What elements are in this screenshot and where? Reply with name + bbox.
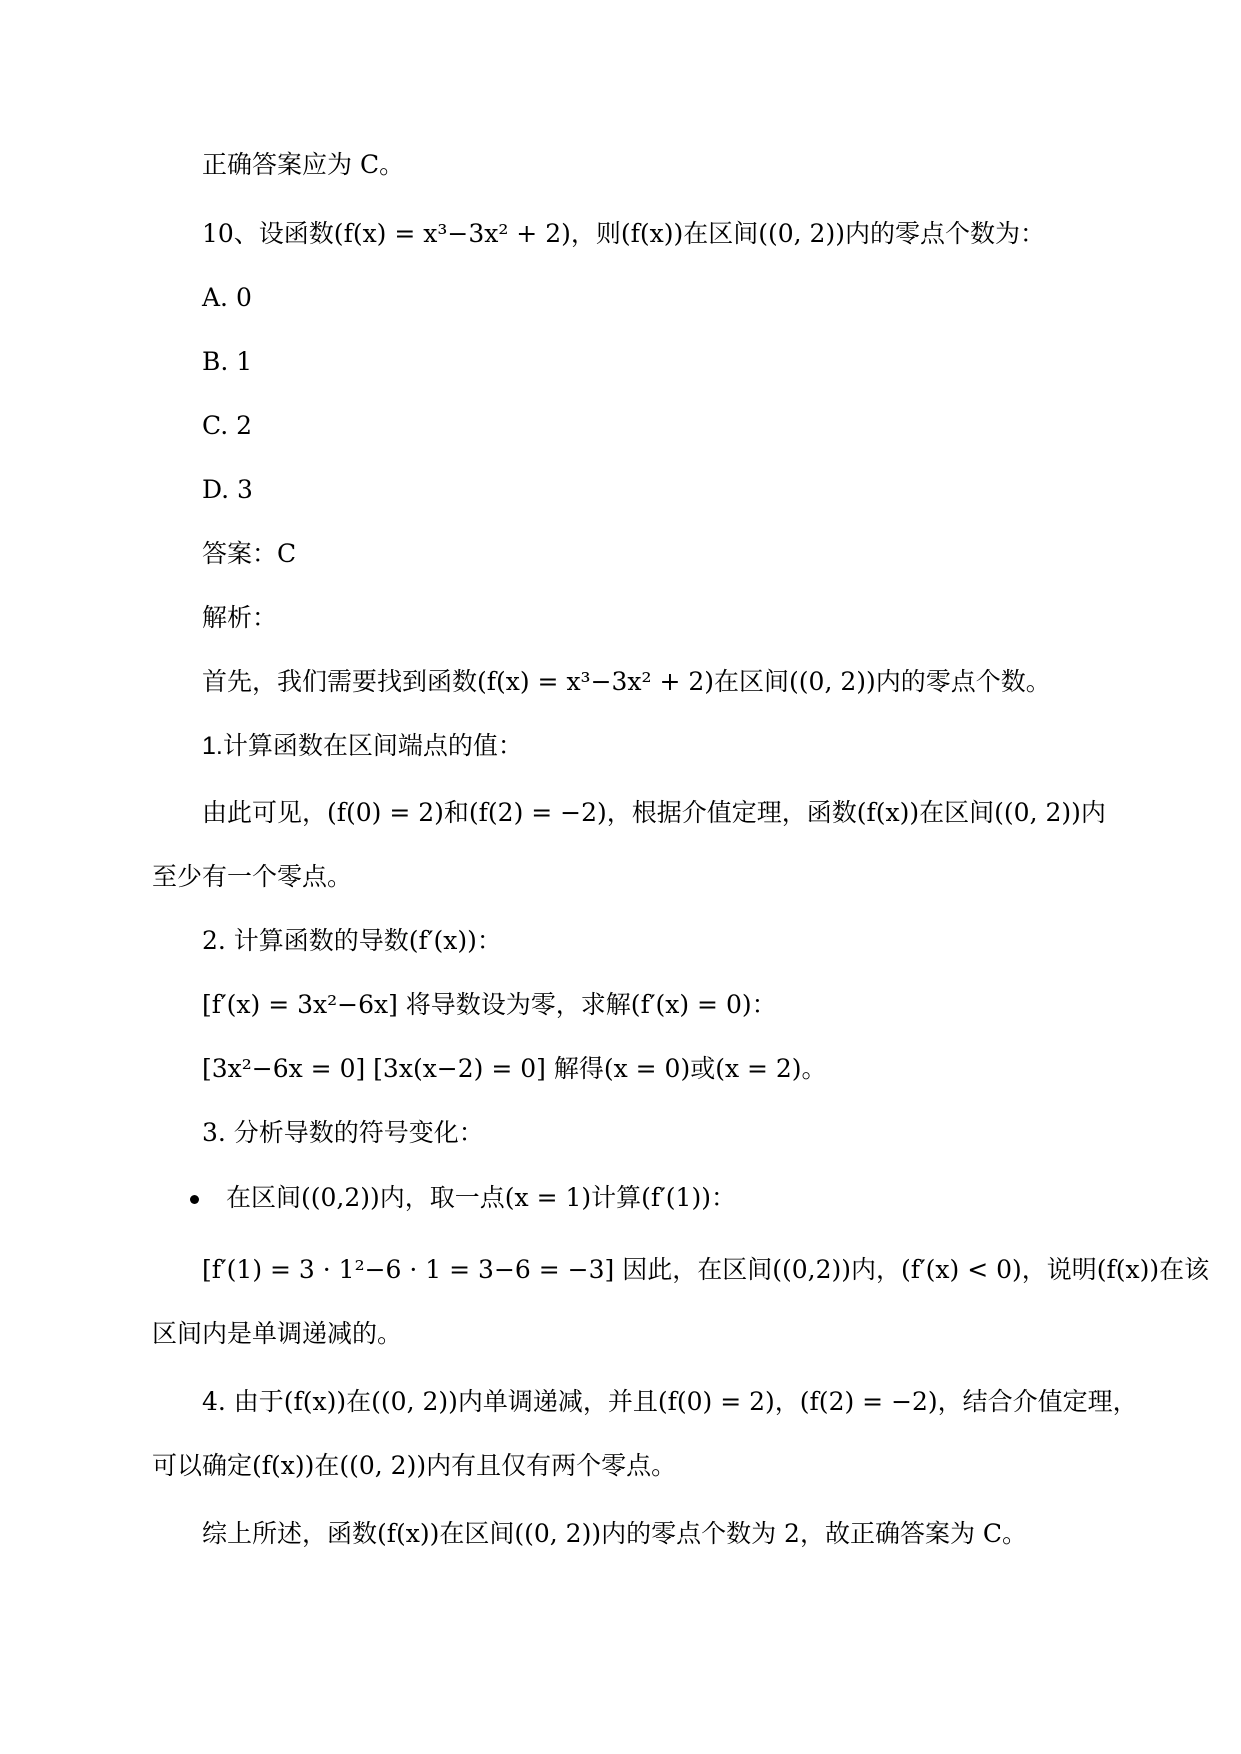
step-3-heading: 3. 分析导数的符号变化： — [202, 1118, 484, 1147]
step-3-result-cont: 区间内是单调递减的。 — [152, 1319, 403, 1348]
answer-line: 答案：C — [202, 539, 297, 568]
analysis-intro: 首先，我们需要找到函数(f(x) = x³−3x² + 2)在区间((0, 2))内的零点个数。 — [202, 667, 1051, 696]
bullet-text: 在区间((0,2))内，取一点(x = 1)计算(f′(1))： — [226, 1183, 736, 1212]
step-1-text-cont: 至少有一个零点。 — [152, 862, 353, 891]
step-1-heading: 1.计算函数在区间端点的值： — [202, 732, 523, 760]
option-a: A. 0 — [202, 283, 252, 312]
conclusion-line: 综上所述，函数(f(x))在区间((0, 2))内的零点个数为 2，故正确答案为 C。 — [202, 1519, 1028, 1548]
option-c: C. 2 — [202, 411, 253, 440]
step-3-result: [f′(1) = 3 · 1²−6 · 1 = 3−6 = −3] 因此，在区间((0,2))内，(f′(x) < 0)，说明(f(x))在该 — [202, 1255, 1210, 1284]
step-4-text: 4. 由于(f(x))在((0, 2))内单调递减，并且(f(0) = 2)，(f(2) = −2)，结合介值定理， — [202, 1387, 1138, 1416]
option-b: B. 1 — [202, 347, 253, 376]
step-1-text: 由此可见，(f(0) = 2)和(f(2) = −2)，根据介值定理，函数(f(x))在区间((0, 2))内 — [202, 798, 1106, 827]
step-2-heading: 2. 计算函数的导数(f′(x))： — [202, 926, 502, 955]
step-4-text-cont: 可以确定(f(x))在((0, 2))内有且仅有两个零点。 — [152, 1451, 677, 1480]
question-stem: 10、设函数(f(x) = x³−3x² + 2)，则(f(x))在区间((0, 2))内的零点个数为： — [202, 219, 1045, 248]
prior-answer-line: 正确答案应为 C。 — [202, 150, 405, 179]
bullet-icon — [190, 1195, 199, 1204]
derivative-solve-line: [3x²−6x = 0] [3x(x−2) = 0] 解得(x = 0)或(x = 2)。 — [202, 1054, 827, 1083]
derivative-line: [f′(x) = 3x²−6x] 将导数设为零，求解(f′(x) = 0)： — [202, 990, 777, 1019]
option-d: D. 3 — [202, 475, 253, 504]
analysis-heading: 解析： — [202, 603, 278, 632]
